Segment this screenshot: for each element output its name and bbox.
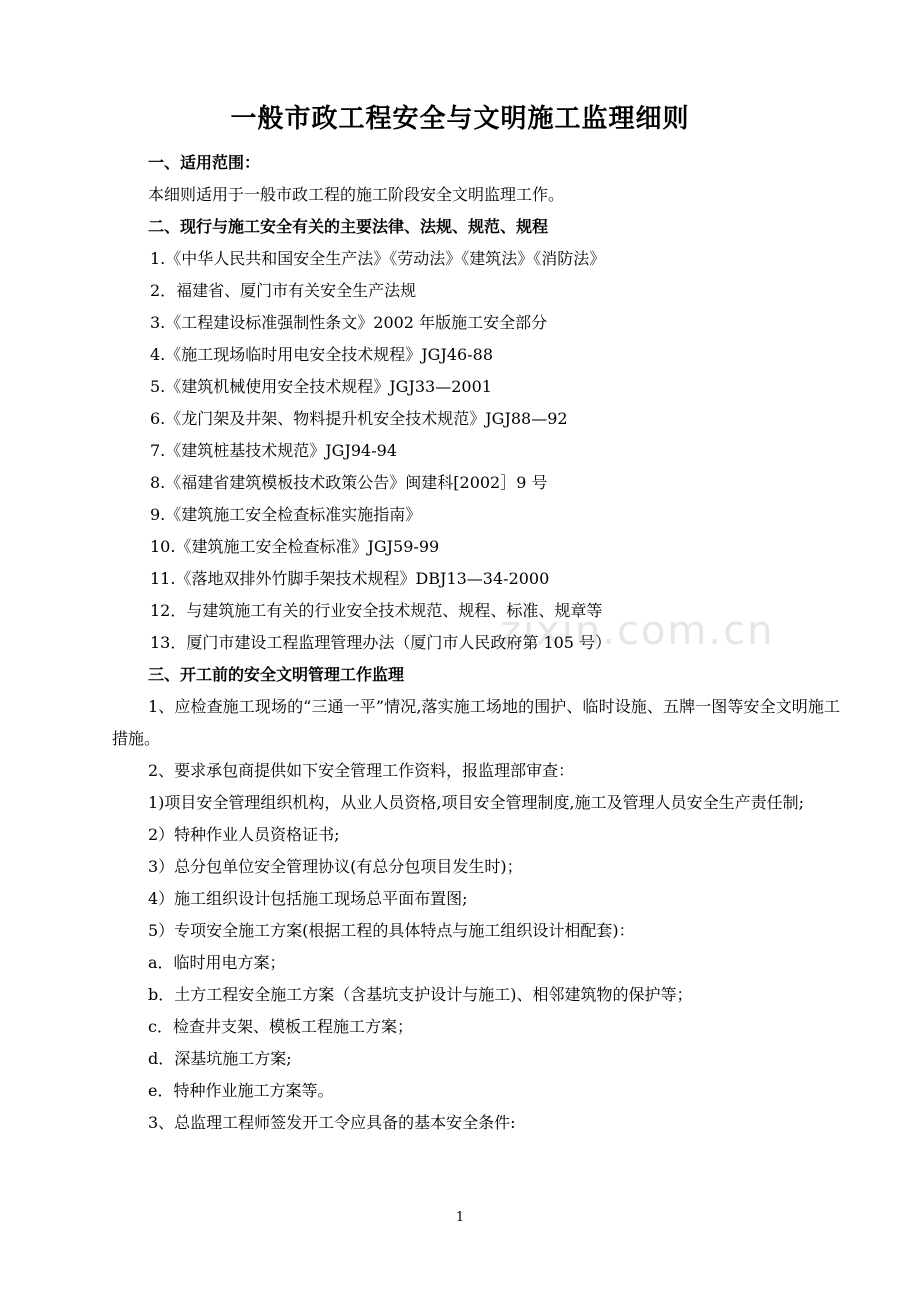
watermark: zixin.com.cn <box>500 608 775 654</box>
section-3-paragraph-1: 1、应检查施工现场的“三通一平”情况,落实施工场地的围护、临时设施、五牌一图等安全文明施工措施。 <box>112 697 840 748</box>
regulation-item: 11.《落地双排外竹脚手架技术规程》DBJ13—34-2000 <box>150 569 550 588</box>
regulation-item: 1.《中华人民共和国安全生产法》《劳动法》《建筑法》《消防法》 <box>150 249 606 268</box>
regulation-item: 13．厦门市建设工程监理管理办法（厦门市人民政府第 105 号） <box>150 633 612 652</box>
requirement-item: 4）施工组织设计包括施工现场总平面布置图; <box>148 889 468 908</box>
section-1-heading: 一、适用范围： <box>148 153 261 172</box>
section-1-text: 本细则适用于一般市政工程的施工阶段安全文明监理工作。 <box>148 185 565 204</box>
regulation-item: 2．福建省、厦门市有关安全生产法规 <box>150 281 417 300</box>
requirement-item: 3）总分包单位安全管理协议(有总分包项目发生时)； <box>148 857 523 876</box>
regulation-item: 3.《工程建设标准强制性条文》2002 年版施工安全部分 <box>150 313 548 332</box>
requirement-item: 5）专项安全施工方案(根据工程的具体特点与施工组织设计相配套)： <box>148 921 635 940</box>
plan-item: b．土方工程安全施工方案（含基坑支护设计与施工)、相邻建筑物的保护等； <box>148 985 693 1004</box>
section-2-heading: 二、现行与施工安全有关的主要法律、法规、规范、规程 <box>148 217 549 236</box>
section-3-heading: 三、开工前的安全文明管理工作监理 <box>148 665 405 684</box>
plan-item: a．临时用电方案； <box>148 953 286 972</box>
plan-item: c．检查井支架、模板工程施工方案； <box>148 1017 413 1036</box>
regulation-item: 5.《建筑机械使用安全技术规程》JGJ33—2001 <box>150 377 492 396</box>
page-number: 1 <box>455 1210 465 1225</box>
plan-item: d．深基坑施工方案; <box>148 1049 292 1068</box>
section-3-paragraph-3: 3、总监理工程师签发开工令应具备的基本安全条件: <box>148 1113 516 1132</box>
requirement-item: 2）特种作业人员资格证书; <box>148 825 340 844</box>
plan-item: e．特种作业施工方案等。 <box>148 1081 334 1100</box>
regulation-item: 4.《施工现场临时用电安全技术规程》JGJ46-88 <box>150 345 494 364</box>
document-body <box>112 147 840 1139</box>
requirement-item: 1)项目安全管理组织机构，从业人员资格,项目安全管理制度,施工及管理人员安全生产责任制; <box>148 793 804 812</box>
section-3-paragraph-2: 2、要求承包商提供如下安全管理工作资料，报监理部审查： <box>148 761 575 780</box>
regulation-item: 6.《龙门架及井架、物料提升机安全技术规范》JGJ88—92 <box>150 409 568 428</box>
regulation-item: 9.《建筑施工安全检查标准实施指南》 <box>150 505 422 524</box>
regulation-item: 12．与建筑施工有关的行业安全技术规范、规程、标准、规章等 <box>150 601 603 620</box>
regulation-item: 7.《建筑桩基技术规范》JGJ94-94 <box>150 441 398 460</box>
regulation-item: 8.《福建省建筑模板技术政策公告》闽建科[2002］9 号 <box>150 473 548 492</box>
document-title: 一般市政工程安全与文明施工监理细则 <box>230 104 690 134</box>
regulation-item: 10.《建筑施工安全检查标准》JGJ59-99 <box>150 537 440 556</box>
